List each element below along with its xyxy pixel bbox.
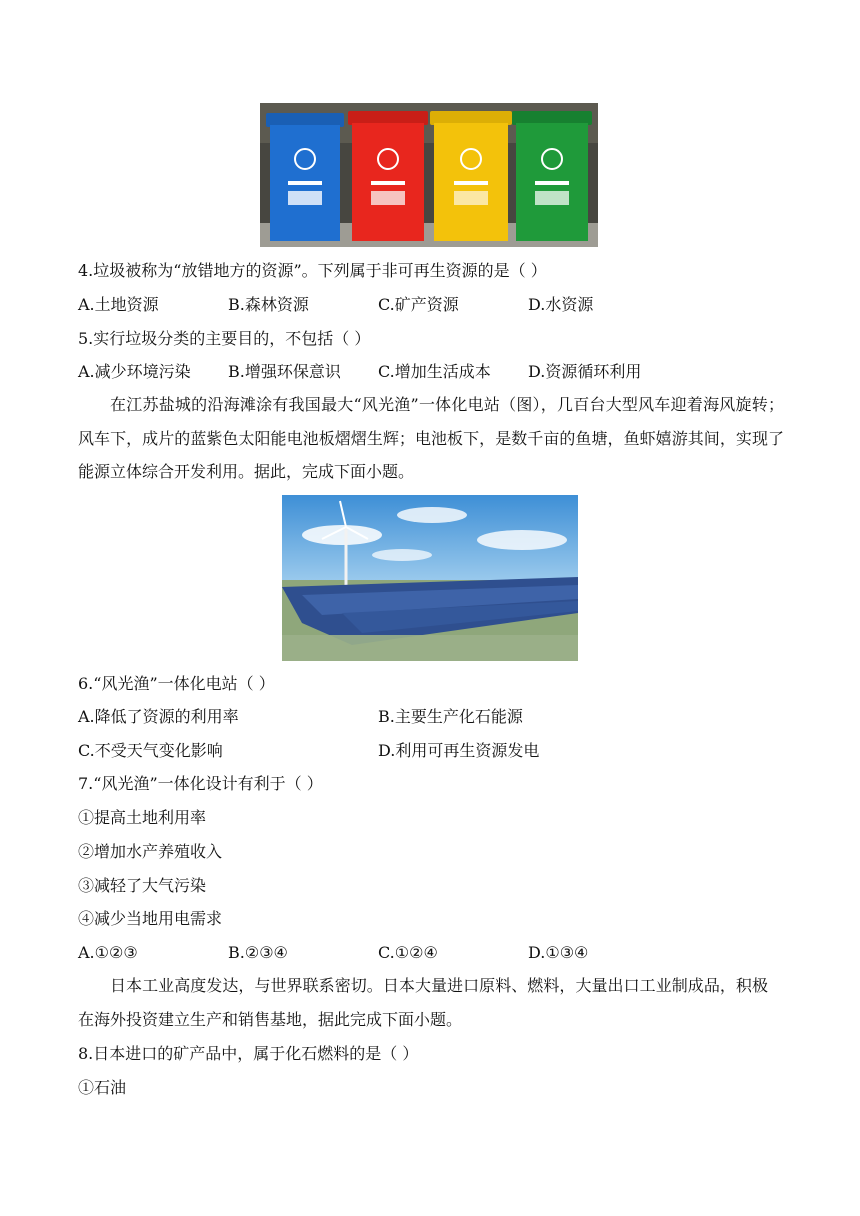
q6-option-b: B.主要生产化石能源 (378, 707, 523, 726)
red-bin (348, 111, 428, 241)
question-6-stem: 6.“风光渔”一体化电站（ ） (78, 674, 275, 693)
blue-bin (266, 113, 344, 241)
recycling-bins-photo (260, 103, 598, 247)
q5-option-c: C.增加生活成本 (378, 362, 491, 381)
q5-option-a: A.减少环境污染 (78, 362, 191, 381)
q6-option-a: A.降低了资源的利用率 (78, 707, 239, 726)
green-bin (512, 111, 592, 241)
passage-japan-industry: 日本工业高度发达，与世界联系密切。日本大量进口原料、燃料，大量出口工业制成品，积极在海外投资建立生产和销售基地，据此完成下面小题。 (78, 976, 768, 1029)
q8-item-1: ①石油 (78, 1078, 127, 1097)
q7-option-b: B.②③④ (228, 943, 288, 962)
question-5-stem: 5.实行垃圾分类的主要目的，不包括（ ） (78, 329, 371, 348)
q4-option-a: A.土地资源 (78, 295, 159, 314)
question-7-stem: 7.“风光渔”一体化设计有利于（ ） (78, 774, 323, 793)
q6-option-c: C.不受天气变化影响 (78, 741, 223, 760)
q4-option-c: C.矿产资源 (378, 295, 459, 314)
passage-wind-solar-fishery: 在江苏盐城的沿海滩涂有我国最大“风光渔”一体化电站（图），几百台大型风车迎着海风旋转；风车下，成片的蓝紫色太阳能电池板熠熠生辉；电池板下，是数千亩的鱼塘，鱼虾嬉游其间，实现了能源立体综合开发利用。据此，完成下面小题。 (78, 395, 784, 481)
q7-option-c: C.①②④ (378, 943, 438, 962)
q7-option-d: D.①③④ (528, 943, 589, 962)
q7-item-2: ②增加水产养殖收入 (78, 842, 223, 861)
q7-option-a: A.①②③ (78, 943, 138, 962)
q7-item-1: ①提高土地利用率 (78, 808, 207, 827)
q7-item-3: ③减轻了大气污染 (78, 876, 207, 895)
q6-option-d: D.利用可再生资源发电 (378, 741, 540, 760)
q4-option-d: D.水资源 (528, 295, 594, 314)
q5-option-b: B.增强环保意识 (228, 362, 341, 381)
q5-option-d: D.资源循环利用 (528, 362, 642, 381)
q4-option-b: B.森林资源 (228, 295, 309, 314)
question-8-stem: 8.日本进口的矿产品中，属于化石燃料的是（ ） (78, 1044, 419, 1063)
q7-item-4: ④减少当地用电需求 (78, 909, 223, 928)
wind-solar-fishery-photo (282, 495, 578, 661)
question-4-stem: 4.垃圾被称为“放错地方的资源”。下列属于非可再生资源的是（ ） (78, 261, 547, 280)
yellow-bin (430, 111, 512, 241)
